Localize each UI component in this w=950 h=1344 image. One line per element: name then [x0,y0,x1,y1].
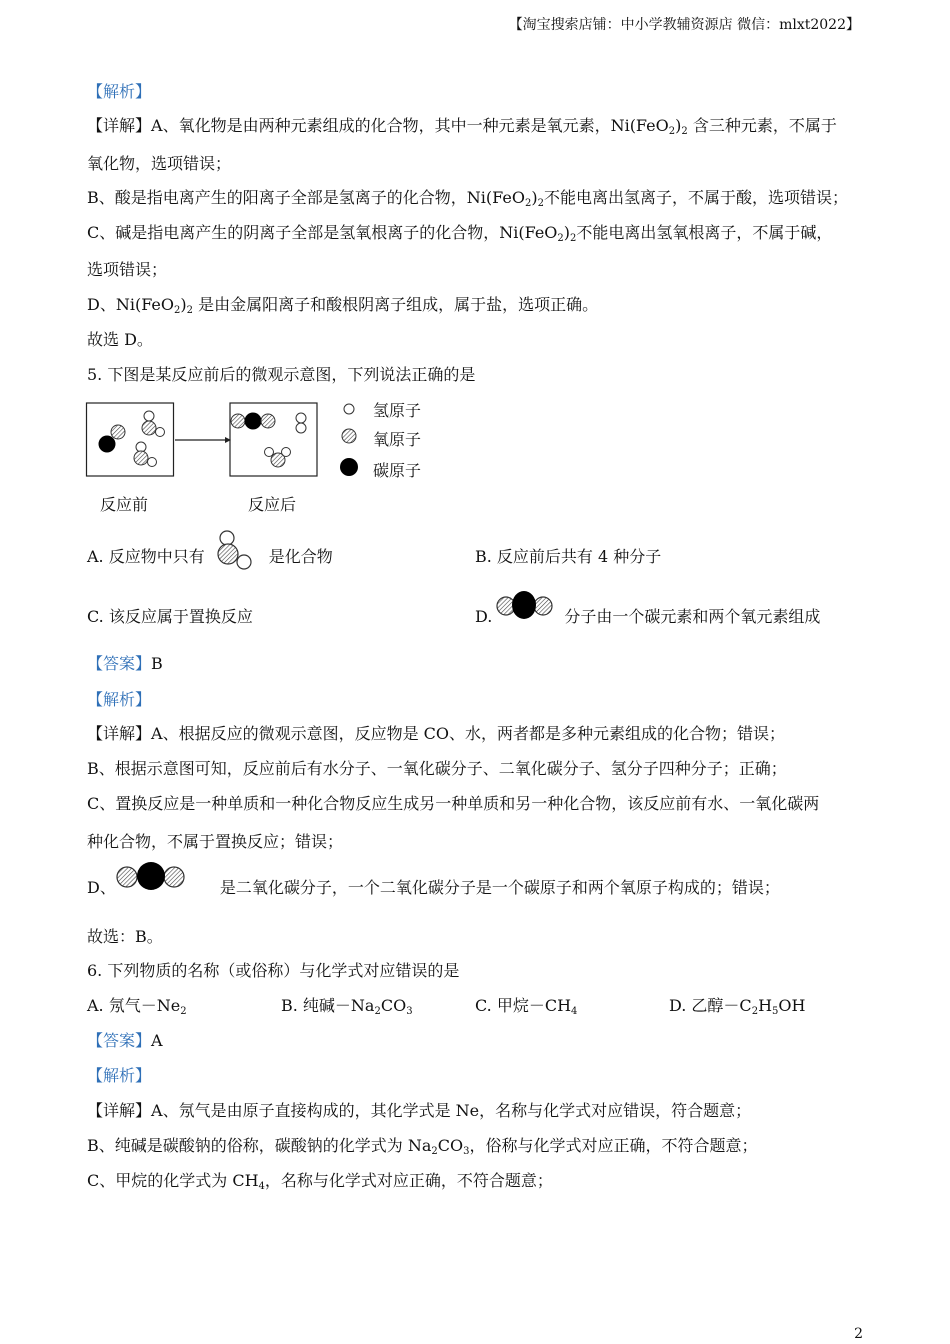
oxygen-atom [261,414,275,428]
q5-option-c: C. 该反应属于置换反应 [87,607,253,626]
oxygen-atom [231,414,245,428]
q5-detail-c-cont: 种化合物，不属于置换反应；错误； [87,832,344,851]
q4-detail-a-cont: 氧化物，选项错误； [87,154,232,173]
page-header: 【淘宝搜索店铺：中小学教辅资源店 微信：mlxt2022】 [508,17,860,33]
oxygen-atom [111,425,125,439]
q5-conclusion: 故选：B。 [87,927,163,946]
q4-detail-c-cont: 选项错误； [87,260,168,279]
co2-molecule-icon [114,860,188,894]
q5-detail-b: B、根据示意图可知，反应前后有水分子、一氧化碳分子、二氧化碳分子、氢分子四种分子；正确； [87,759,787,778]
q5-detail-d: D、 是二氧化碳分子，一个二氧化碳分子是一个碳原子和两个氧原子构成的；错误； [87,878,780,897]
before-label: 反应前 [100,495,149,514]
q4-detail-b: B、酸是指电离产生的阳离子全部是氢离子的化合物，$Ni(FeO_2)_2$不能电离出氢离子，不属于酸，选项错误； [87,188,848,209]
q5-answer: 【答案】B [87,654,163,673]
reaction-diagram [85,398,445,514]
q4-detail-c: C、碱是指电离产生的阴离子全部是氢氧根离子的化合物，$Ni(FeO_2)_2$不能电离出氢氧根离子，不属于碱， [87,223,833,244]
legend-oxygen-label: 氧原子 [373,430,422,449]
oxygen-atom [134,451,148,465]
before-box [87,403,174,476]
q5-option-b: B. 反应前后共有 4 种分子 [475,547,662,566]
q6-detail-c: C、甲烷的化学式为 $CH_4$，名称与化学式对应正确，不符合题意； [87,1171,553,1192]
q6-answer: 【答案】A [87,1031,163,1050]
q6-option-c: C. 甲烷$-CH_4$ [475,996,578,1017]
carbon-atom [245,413,262,430]
q6-analysis-tag: 【解析】 [87,1066,152,1085]
legend-oxygen-icon [342,429,356,443]
oxygen-atom [271,453,285,467]
page-number: 2 [854,1326,863,1342]
q6-stem: 6. 下列物质的名称（或俗称）与化学式对应错误的是 [87,961,460,980]
q5-detail-a: 【详解】A、根据反应的微观示意图，反应物是 CO、水，两者都是多种元素组成的化合物；错误； [87,724,786,743]
q4-detail-a: 【详解】A、氧化物是由两种元素组成的化合物，其中一种元素是氧元素，$Ni(FeO_2)_2$ 含三种元素，不属于 [87,116,837,137]
q4-conclusion: 故选 D。 [87,330,153,349]
legend-carbon-label: 碳原子 [373,461,422,480]
legend-hydrogen-icon [344,404,354,414]
co2-molecule-icon [494,590,556,622]
after-label: 反应后 [248,495,297,514]
hydrogen-atom [296,423,306,433]
water-molecule-icon [212,528,257,573]
oxygen-atom [142,421,156,435]
hydrogen-atom [156,428,165,437]
q5-analysis-tag: 【解析】 [87,690,152,709]
legend-carbon-icon [340,458,358,476]
q5-detail-c: C、置换反应是一种单质和一种化合物反应生成另一种单质和另一种化合物，该反应前有水、一氧化碳两 [87,794,820,813]
q4-detail-d: D、$Ni(FeO_2)_2$ 是由金属阳离子和酸根阴离子组成，属于盐，选项正确。 [87,295,599,316]
q5-option-a: A. 反应物中只有 是化合物 [87,547,333,566]
q6-option-d: D. 乙醇$-C_2H_5OH$ [669,996,806,1017]
analysis-tag: 【解析】 [87,82,152,101]
q6-detail-a: 【详解】A、氖气是由原子直接构成的，其化学式是 Ne，名称与化学式对应错误，符合题意； [87,1101,752,1120]
legend-hydrogen-label: 氢原子 [373,401,422,420]
hydrogen-atom [265,448,274,457]
hydrogen-atom [144,411,154,421]
q5-option-d: D. 分子由一个碳元素和两个氧元素组成 [475,607,821,626]
q5-stem: 5. 下图是某反应前后的微观示意图，下列说法正确的是 [87,365,476,384]
q6-option-a: A. 氖气$-Ne_2$ [87,996,187,1017]
q6-detail-b: B、纯碱是碳酸钠的俗称，碳酸钠的化学式为 $Na_2CO_3$，俗称与化学式对应正确，不符合题意； [87,1136,758,1157]
hydrogen-atom [148,458,157,467]
q6-option-b: B. 纯碱$-Na_2CO_3$ [281,996,413,1017]
hydrogen-atom [296,413,306,423]
carbon-atom [99,436,116,453]
